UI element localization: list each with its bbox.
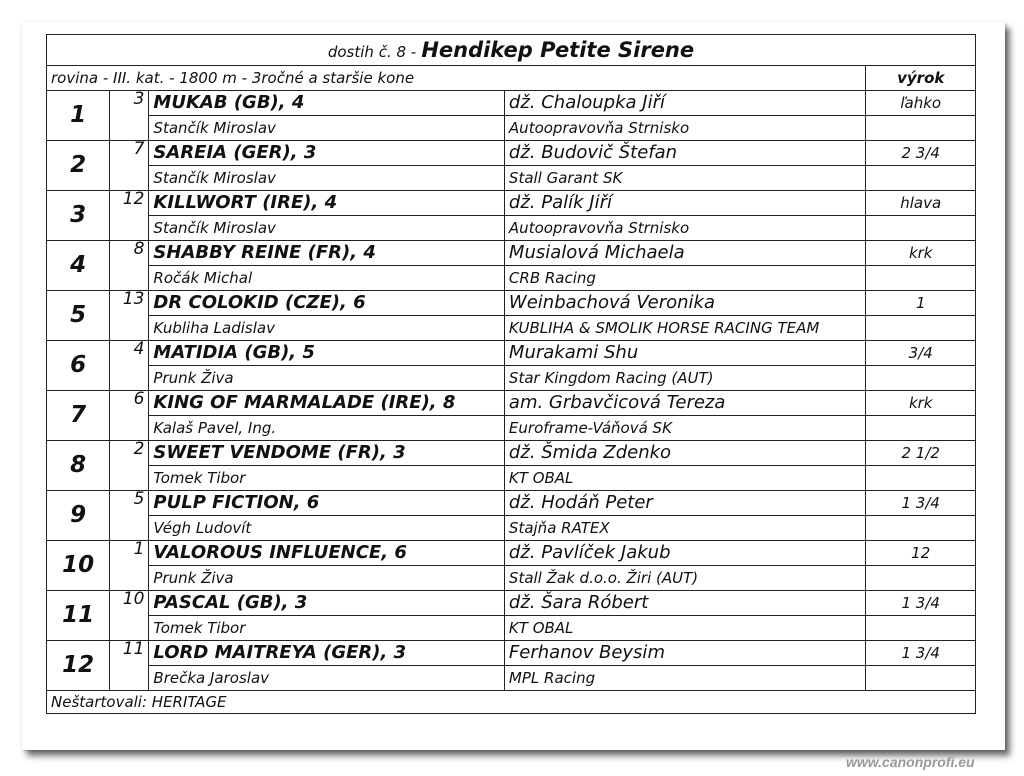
horse-name: PASCAL (GB), 3	[149, 591, 505, 616]
title-row	[47, 35, 976, 66]
non-starters-note: Neštartovali: HERITAGE	[47, 691, 976, 714]
result-row	[47, 591, 976, 616]
owner-name: Star Kingdom Racing (AUT)	[504, 366, 866, 391]
finish-place: 12	[47, 641, 110, 691]
owner-name: KT OBAL	[504, 466, 866, 491]
horse-name: SWEET VENDOME (FR), 3	[149, 441, 505, 466]
start-number: 12	[110, 191, 149, 241]
jockey-name: Musialová Michaela	[504, 241, 866, 266]
result-row	[47, 141, 976, 166]
jockey-name: dž. Hodáň Peter	[504, 491, 866, 516]
result-row-detail	[47, 216, 976, 241]
start-number: 6	[110, 391, 149, 441]
horse-name: PULP FICTION, 6	[149, 491, 505, 516]
horse-name: MATIDIA (GB), 5	[149, 341, 505, 366]
owner-name: Stajňa RATEX	[504, 516, 866, 541]
result-row	[47, 641, 976, 666]
finish-place: 10	[47, 541, 110, 591]
watermark: www.canonprofi.eu	[846, 754, 975, 770]
result-row-detail	[47, 166, 976, 191]
result-row	[47, 341, 976, 366]
horse-name: MUKAB (GB), 4	[149, 91, 505, 116]
empty-cell	[866, 116, 976, 141]
margin-column-header: výrok	[866, 66, 976, 91]
owner-name: KUBLIHA & SMOLIK HORSE RACING TEAM	[504, 316, 866, 341]
trainer-name: Kalaš Pavel, Ing.	[149, 416, 505, 441]
result-row	[47, 241, 976, 266]
horse-name: DR COLOKID (CZE), 6	[149, 291, 505, 316]
trainer-name: Tomek Tibor	[149, 466, 505, 491]
trainer-name: Stančík Miroslav	[149, 166, 505, 191]
jockey-name: Weinbachová Veronika	[504, 291, 866, 316]
start-number: 1	[110, 541, 149, 591]
empty-cell	[866, 166, 976, 191]
finish-margin: 12	[866, 541, 976, 566]
jockey-name: dž. Šmida Zdenko	[504, 441, 866, 466]
empty-cell	[866, 416, 976, 441]
start-number: 13	[110, 291, 149, 341]
trainer-name: Brečka Jaroslav	[149, 666, 505, 691]
race-title	[47, 35, 976, 66]
result-row	[47, 291, 976, 316]
finish-margin: 3/4	[866, 341, 976, 366]
finish-margin: krk	[866, 391, 976, 416]
owner-name: CRB Racing	[504, 266, 866, 291]
jockey-name: dž. Šara Róbert	[504, 591, 866, 616]
result-row-detail	[47, 566, 976, 591]
finish-margin: krk	[866, 241, 976, 266]
start-number: 5	[110, 491, 149, 541]
finish-margin: ľahko	[866, 91, 976, 116]
conditions-row	[47, 66, 976, 91]
finish-margin: 1 3/4	[866, 641, 976, 666]
trainer-name: Stančík Miroslav	[149, 116, 505, 141]
result-row-detail	[47, 416, 976, 441]
race-results-table	[46, 34, 976, 714]
race-conditions: rovina - III. kat. - 1800 m - 3ročné a staršie kone	[47, 66, 866, 91]
empty-cell	[866, 266, 976, 291]
start-number: 4	[110, 341, 149, 391]
owner-name: Stall Garant SK	[504, 166, 866, 191]
finish-place: 3	[47, 191, 110, 241]
trainer-name: Prunk Živa	[149, 566, 505, 591]
trainer-name: Tomek Tibor	[149, 616, 505, 641]
result-row	[47, 91, 976, 116]
finish-margin: 1 3/4	[866, 491, 976, 516]
empty-cell	[866, 566, 976, 591]
result-row-detail	[47, 466, 976, 491]
race-number: dostih č. 8 -	[327, 42, 417, 61]
finish-margin: 1 3/4	[866, 591, 976, 616]
trainer-name: Kubliha Ladislav	[149, 316, 505, 341]
empty-cell	[866, 466, 976, 491]
start-number: 2	[110, 441, 149, 491]
trainer-name: Stančík Miroslav	[149, 216, 505, 241]
jockey-name: dž. Budovič Štefan	[504, 141, 866, 166]
trainer-name: Ročák Michal	[149, 266, 505, 291]
start-number: 7	[110, 141, 149, 191]
result-row	[47, 541, 976, 566]
start-number: 3	[110, 91, 149, 141]
horse-name: VALOROUS INFLUENCE, 6	[149, 541, 505, 566]
result-row	[47, 391, 976, 416]
finish-place: 7	[47, 391, 110, 441]
owner-name: Euroframe-Váňová SK	[504, 416, 866, 441]
finish-place: 2	[47, 141, 110, 191]
finish-place: 11	[47, 591, 110, 641]
footer-row	[47, 691, 976, 714]
empty-cell	[866, 216, 976, 241]
owner-name: Autoopravovňa Strnisko	[504, 216, 866, 241]
finish-place: 5	[47, 291, 110, 341]
owner-name: Autoopravovňa Strnisko	[504, 116, 866, 141]
result-row-detail	[47, 316, 976, 341]
result-row-detail	[47, 116, 976, 141]
result-row	[47, 441, 976, 466]
finish-margin: 2 3/4	[866, 141, 976, 166]
result-row-detail	[47, 266, 976, 291]
jockey-name: am. Grbavčicová Tereza	[504, 391, 866, 416]
result-row	[47, 491, 976, 516]
jockey-name: dž. Chaloupka Jiří	[504, 91, 866, 116]
jockey-name: dž. Pavlíček Jakub	[504, 541, 866, 566]
finish-margin: 2 1/2	[866, 441, 976, 466]
owner-name: KT OBAL	[504, 616, 866, 641]
result-row-detail	[47, 666, 976, 691]
race-name: Hendikep Petite Sirene	[421, 37, 695, 62]
empty-cell	[866, 366, 976, 391]
trainer-name: Prunk Živa	[149, 366, 505, 391]
finish-place: 8	[47, 441, 110, 491]
finish-place: 1	[47, 91, 110, 141]
empty-cell	[866, 316, 976, 341]
start-number: 10	[110, 591, 149, 641]
horse-name: KILLWORT (IRE), 4	[149, 191, 505, 216]
jockey-name: Murakami Shu	[504, 341, 866, 366]
finish-margin: 1	[866, 291, 976, 316]
empty-cell	[866, 516, 976, 541]
jockey-name: Ferhanov Beysim	[504, 641, 866, 666]
jockey-name: dž. Palík Jiří	[504, 191, 866, 216]
result-row	[47, 191, 976, 216]
result-row-detail	[47, 366, 976, 391]
start-number: 11	[110, 641, 149, 691]
horse-name: SHABBY REINE (FR), 4	[149, 241, 505, 266]
result-row-detail	[47, 616, 976, 641]
owner-name: MPL Racing	[504, 666, 866, 691]
horse-name: LORD MAITREYA (GER), 3	[149, 641, 505, 666]
owner-name: Stall Žak d.o.o. Žiri (AUT)	[504, 566, 866, 591]
trainer-name: Végh Ludovít	[149, 516, 505, 541]
finish-place: 6	[47, 341, 110, 391]
empty-cell	[866, 616, 976, 641]
finish-place: 4	[47, 241, 110, 291]
horse-name: KING OF MARMALADE (IRE), 8	[149, 391, 505, 416]
horse-name: SAREIA (GER), 3	[149, 141, 505, 166]
result-row-detail	[47, 516, 976, 541]
finish-margin: hlava	[866, 191, 976, 216]
start-number: 8	[110, 241, 149, 291]
finish-place: 9	[47, 491, 110, 541]
empty-cell	[866, 666, 976, 691]
